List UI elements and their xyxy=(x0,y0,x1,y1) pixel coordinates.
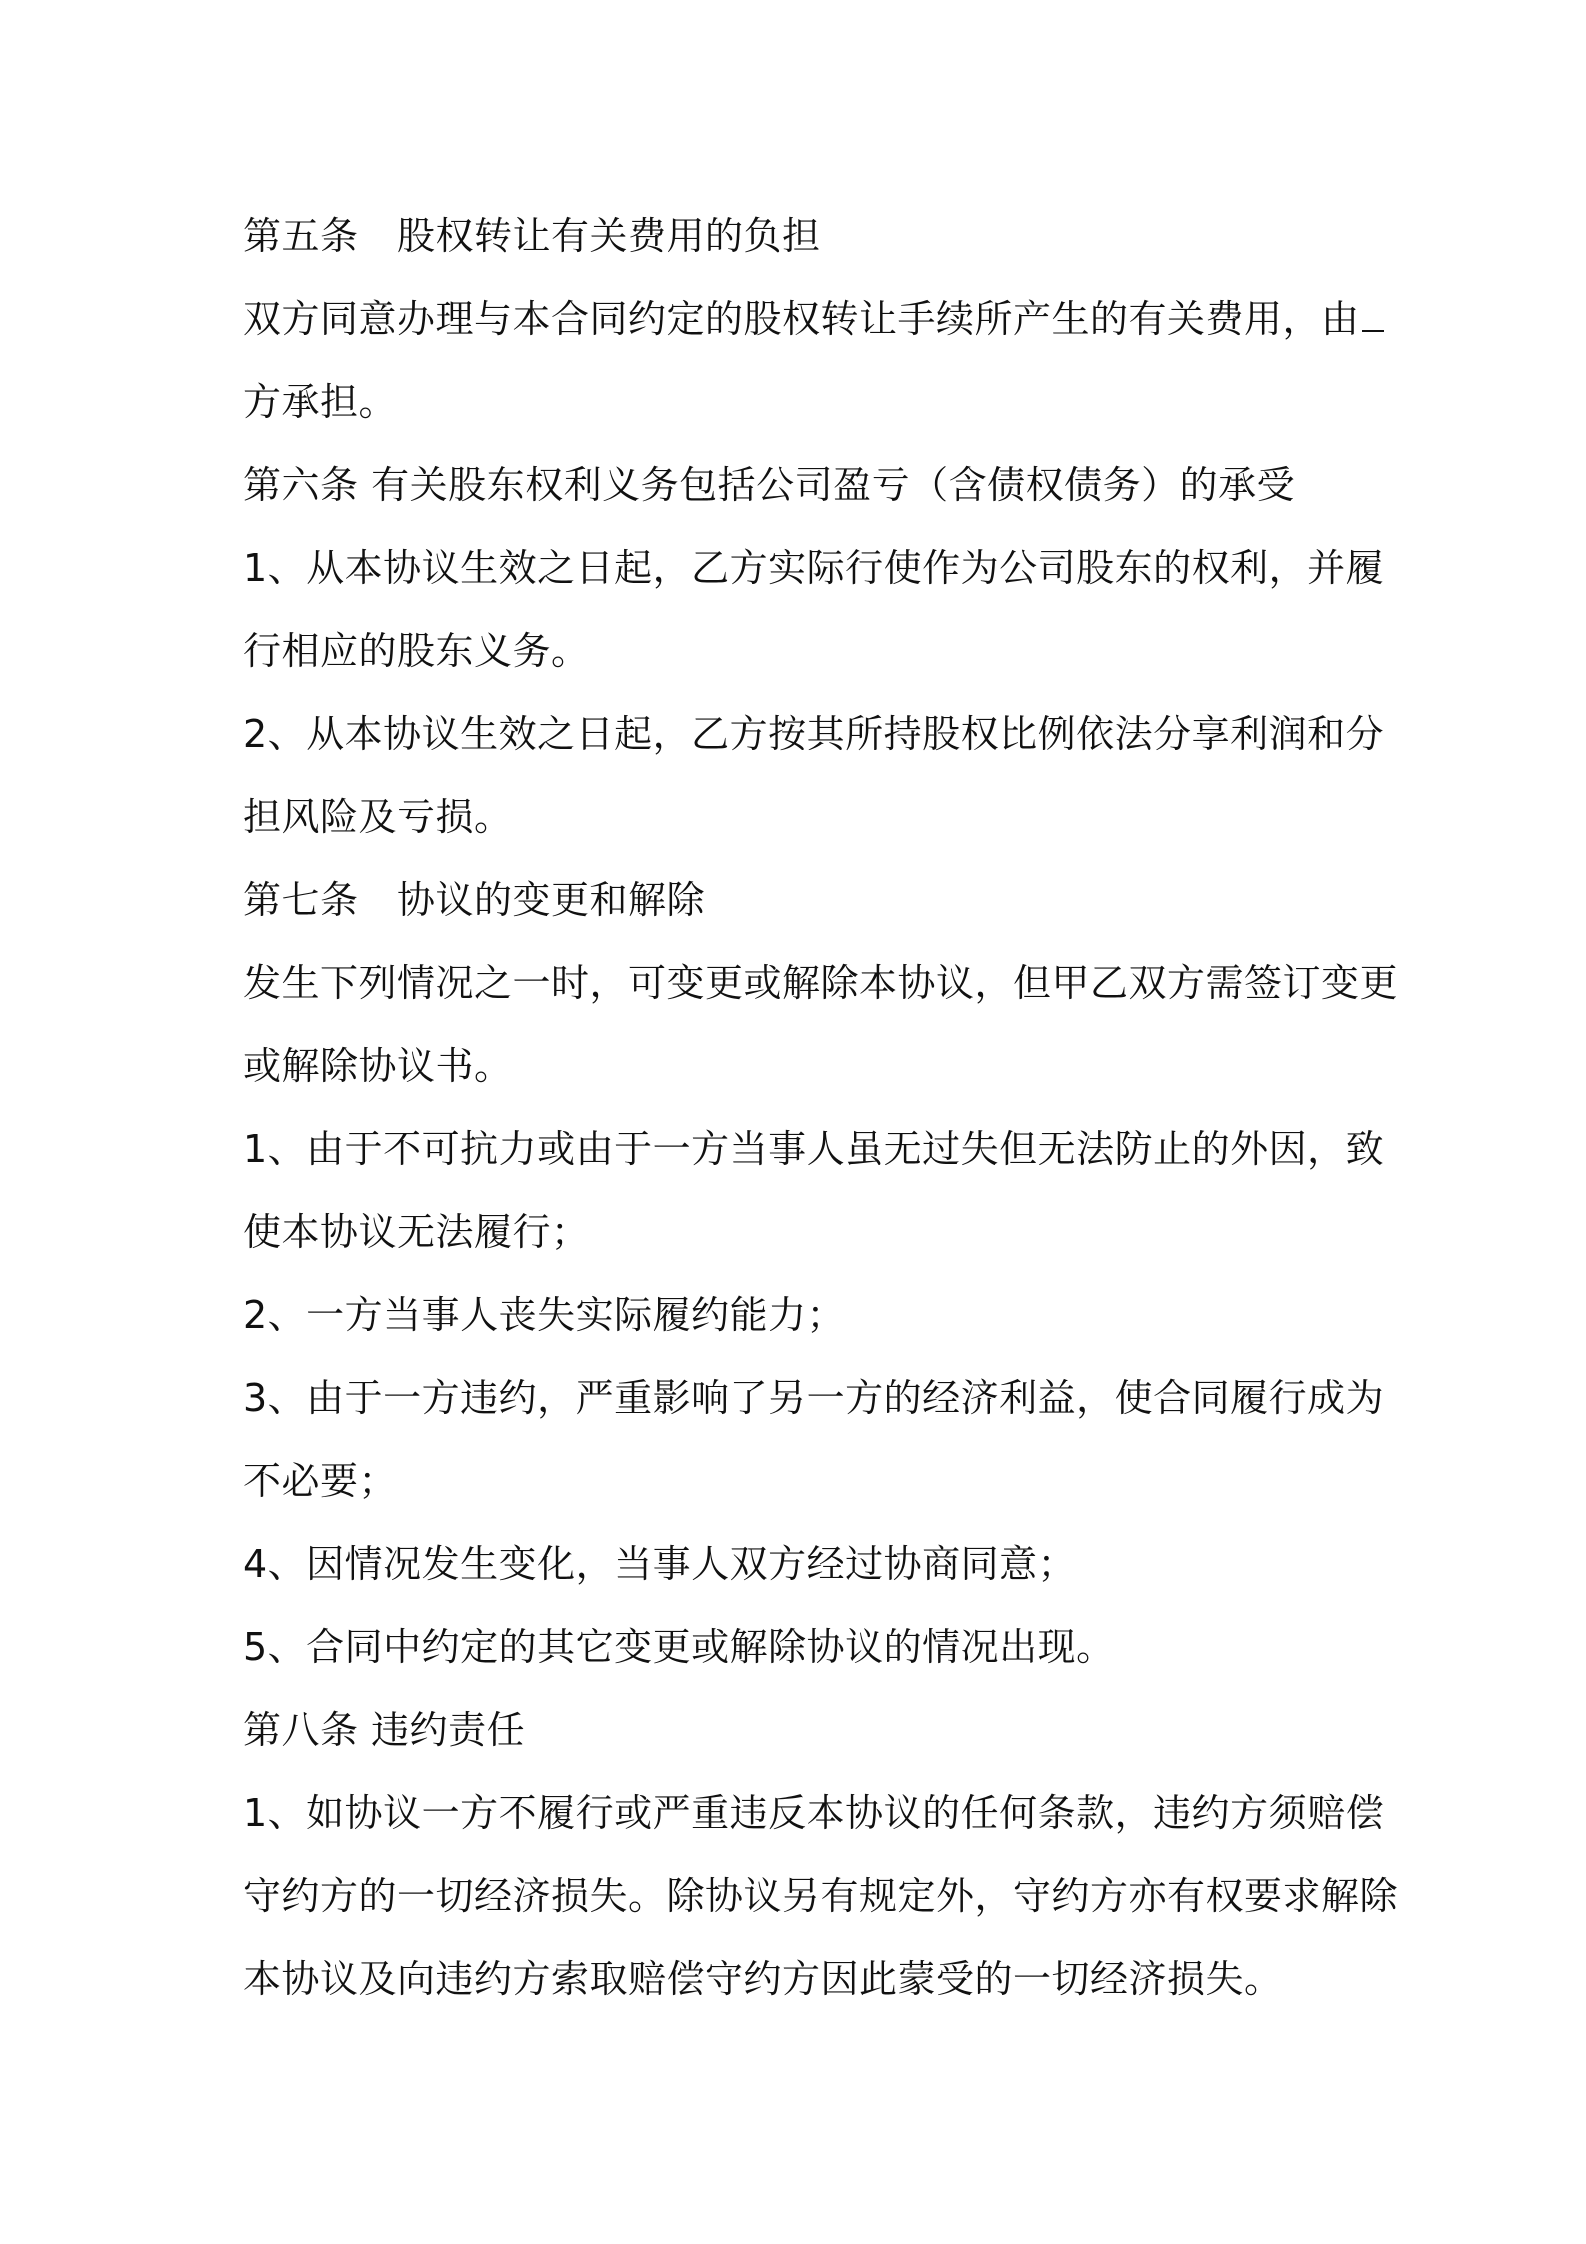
article-6-item-line: 1、从本协议生效之日起，乙方实际行使作为公司股东的权利，并履 xyxy=(243,546,1385,590)
article-7-heading: 第七条 协议的变更和解除 xyxy=(243,878,706,922)
article-7-item-line: 5、合同中约定的其它变更或解除协议的情况出现。 xyxy=(243,1625,1115,1669)
article-7-item-line: 1、由于不可抗力或由于一方当事人虽无过失但无法防止的外因，致 xyxy=(243,1127,1385,1171)
article-6-item-line: 行相应的股东义务。 xyxy=(243,629,590,673)
article-8-item-line: 守约方的一切经济损失。除协议另有规定外，守约方亦有权要求解除 xyxy=(243,1874,1399,1918)
article-7-item-line: 2、一方当事人丧失实际履约能力； xyxy=(243,1293,846,1337)
article-5-paragraph-line: 双方同意办理与本合同约定的股权转让手续所产生的有关费用，由 xyxy=(243,278,1358,361)
article-5-paragraph-line: 方承担。 xyxy=(243,380,398,424)
article-6-heading: 第六条 有关股东权利义务包括公司盈亏（含债权债务）的承受 xyxy=(243,463,1296,507)
article-6-item-line: 担风险及亏损。 xyxy=(243,795,513,839)
article-8-item-line: 1、如协议一方不履行或严重违反本协议的任何条款，违约方须赔偿 xyxy=(243,1791,1385,1835)
article-7-item-line: 3、由于一方违约，严重影响了另一方的经济利益，使合同履行成为 xyxy=(243,1376,1385,1420)
article-7-paragraph-line: 或解除协议书。 xyxy=(243,1044,513,1088)
fill-in-blank xyxy=(1362,286,1384,332)
article-8-heading: 第八条 违约责任 xyxy=(243,1708,526,1752)
article-8-item-line: 本协议及向违约方索取赔偿守约方因此蒙受的一切经济损失。 xyxy=(243,1957,1283,2001)
article-7-paragraph-line: 发生下列情况之一时，可变更或解除本协议，但甲乙双方需签订变更 xyxy=(243,961,1399,1005)
article-5-heading: 第五条 股权转让有关费用的负担 xyxy=(243,214,821,258)
article-7-item-line: 不必要； xyxy=(243,1459,398,1503)
article-6-item-line: 2、从本协议生效之日起，乙方按其所持股权比例依法分享利润和分 xyxy=(243,712,1385,756)
article-7-item-line: 4、因情况发生变化，当事人双方经过协商同意； xyxy=(243,1542,1077,1586)
document-body xyxy=(243,195,1399,2021)
article-7-item-line: 使本协议无法履行； xyxy=(243,1210,590,1254)
